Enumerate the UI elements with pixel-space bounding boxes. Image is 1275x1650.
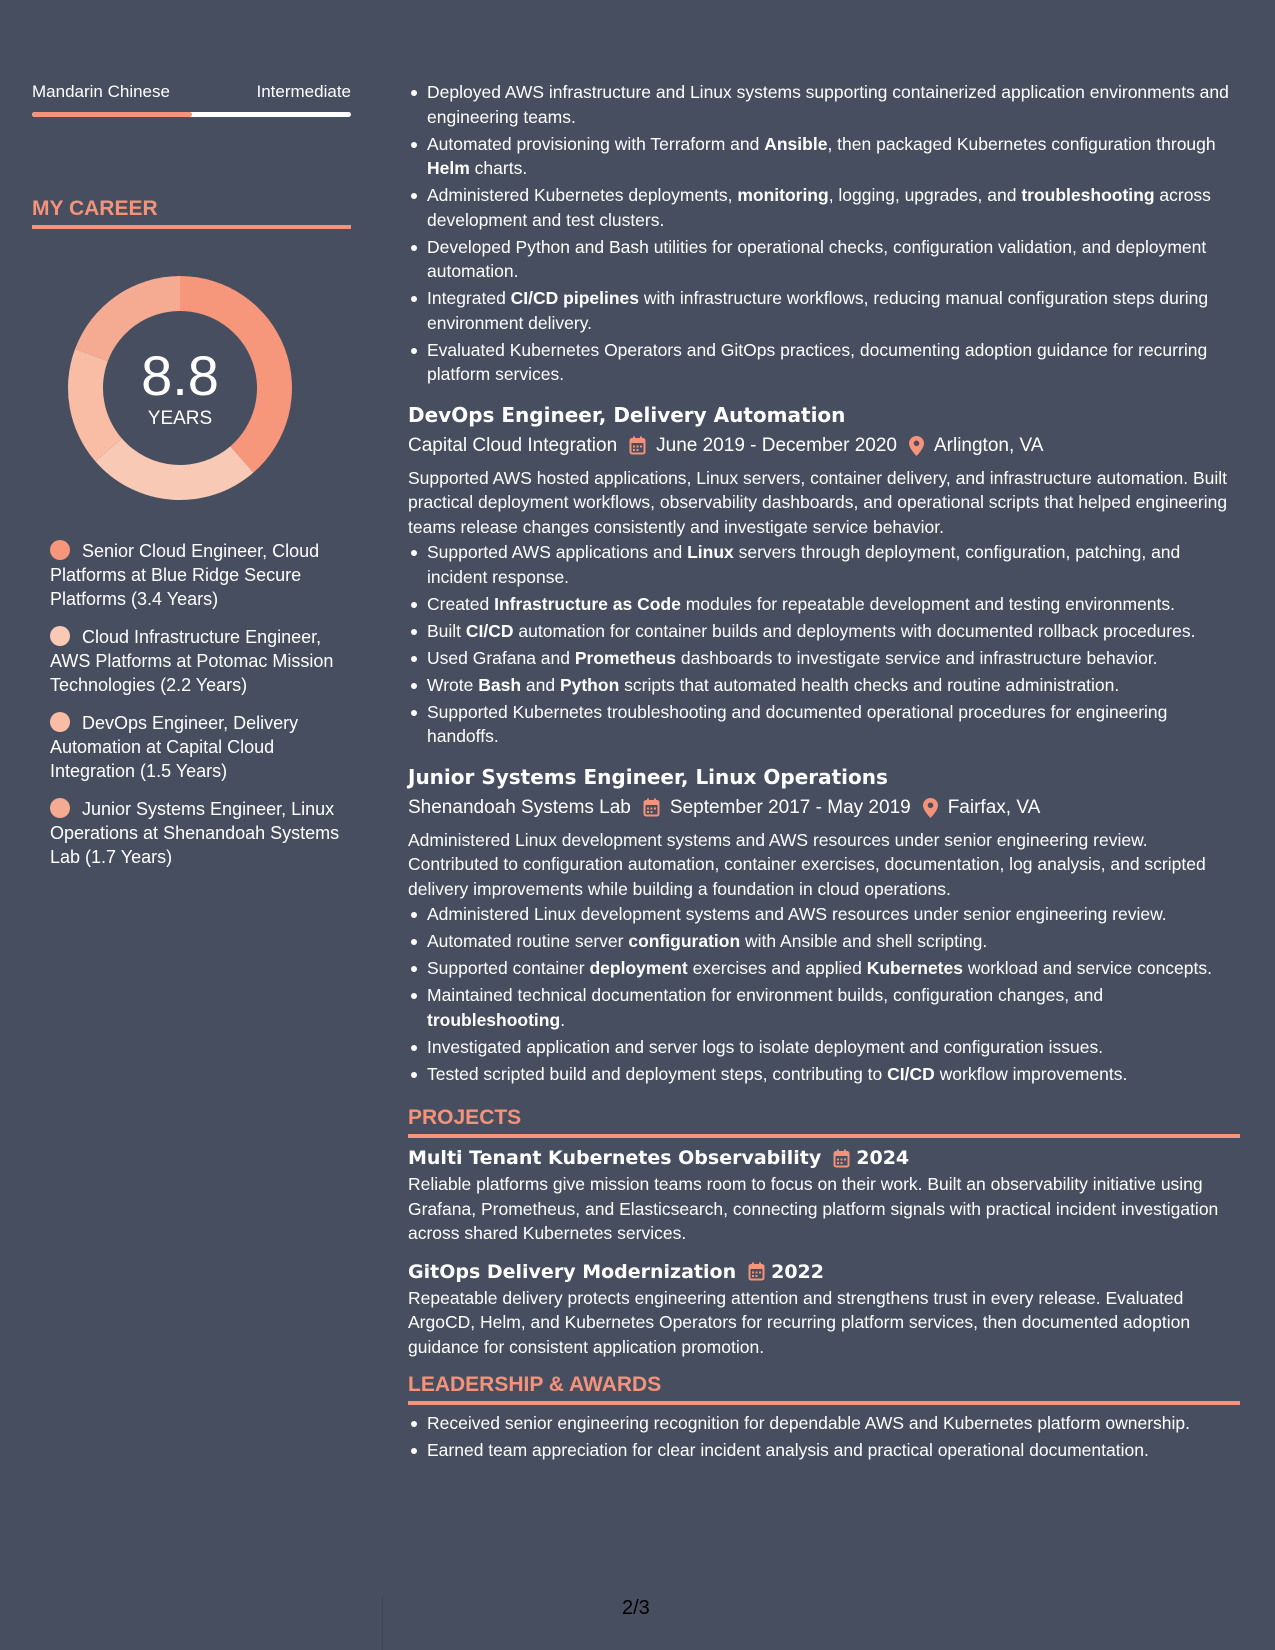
bullet-item [408, 700, 1240, 749]
bullet-item [408, 183, 1240, 232]
bullet-keyword: troubleshooting [1021, 185, 1155, 205]
bullet-text: , logging, upgrades, and [828, 185, 1022, 205]
page-divider [382, 1596, 383, 1650]
bullet-text: Administered Linux development systems and AWS resources under senior engineering review. [427, 904, 1167, 924]
job-company: Capital Cloud Integration [408, 434, 618, 456]
bullet-text: scripts that automated health checks and routine administration. [619, 674, 1120, 695]
bullet-item [408, 80, 1240, 129]
bullet-keyword: CI/CD [465, 620, 514, 641]
bullet-text: Integrated [427, 288, 511, 308]
career-total-value: 8.8 [141, 344, 219, 407]
awards-heading: LEADERSHIP & AWARDS [408, 1371, 1240, 1405]
bullet-text: Developed Python and Bash utilities for operational checks, configuration validation, and deployment automation. [427, 236, 1207, 281]
career-heading: MY CAREER [32, 195, 351, 229]
project-title: Multi Tenant Kubernetes Observability [408, 1147, 822, 1169]
bullet-text: Created [427, 593, 495, 614]
bullet-text: Maintained technical documentation for environment builds, configuration changes, and [427, 985, 1104, 1005]
bullet-item [408, 646, 1240, 671]
calendar-icon [629, 436, 646, 455]
language-name: Mandarin Chinese [32, 82, 170, 101]
award-item: Received senior engineering recognition for dependable AWS and Kubernetes platform ownership. [408, 1411, 1240, 1436]
bullet-keyword: configuration [628, 931, 741, 951]
bullet-item [408, 286, 1240, 335]
job-location: Fairfax, VA [947, 796, 1041, 818]
bullet-text: , then packaged Kubernetes configuration through [827, 133, 1216, 154]
job-company: Shenandoah Systems Lab [408, 796, 631, 818]
bullet-text: Supported AWS applications and [427, 542, 688, 562]
bullet-text: with Ansible and shell scripting. [740, 931, 988, 951]
bullet-keyword: Bash [478, 674, 522, 695]
job-meta [408, 432, 1240, 460]
legend-label: Junior Systems Engineer, Linux Operations at Shenandoah Systems Lab (1.7 Years) [50, 799, 340, 867]
bullet-text: and [521, 674, 560, 695]
project-title-row [408, 1144, 1240, 1172]
career-legend-item [50, 797, 351, 869]
bullet-item [408, 1035, 1240, 1060]
page-number: 2/3 [622, 1597, 650, 1619]
bullet-keyword: Python [559, 674, 620, 695]
bullet-keyword: deployment [589, 958, 688, 978]
career-donut-chart [65, 273, 295, 503]
job-dates: September 2017 - May 2019 [669, 796, 911, 818]
legend-label: Cloud Infrastructure Engineer, AWS Platforms at Potomac Mission Technologies (2.2 Years) [50, 627, 334, 695]
bullet-text: Wrote [427, 674, 479, 695]
bullet-item [408, 540, 1240, 589]
project-year: 2022 [771, 1260, 824, 1283]
awards-list [408, 1411, 1240, 1463]
previous-job-bullets [408, 80, 1240, 387]
project-title-row [408, 1258, 1240, 1286]
bullet-keyword: troubleshooting [427, 1009, 561, 1030]
career-legend [50, 539, 351, 869]
job-location: Arlington, VA [933, 434, 1044, 456]
career-legend-item [50, 625, 351, 697]
calendar-icon [748, 1262, 765, 1281]
job-bullets [408, 902, 1240, 1086]
bullet-keyword: Infrastructure as Code [494, 593, 681, 614]
projects-heading: PROJECTS [408, 1104, 1240, 1138]
bullet-text: Investigated application and server logs to isolate deployment and configuration issues. [427, 1036, 1104, 1057]
bullet-keyword: CI/CD [887, 1063, 935, 1084]
bullet-keyword: Ansible [764, 133, 828, 154]
job-meta [408, 794, 1240, 822]
legend-dot [50, 626, 70, 646]
job-summary: Supported AWS hosted applications, Linux servers, container delivery, and infrastructure automation. Built practical deployment workflows, observability dashboards, and operational scripts that helped engineering teams release changes consistently and investigate service behavior. [408, 467, 1228, 537]
bullet-text: workload and service concepts. [962, 958, 1213, 978]
language-proficiency-bar [32, 112, 351, 117]
bullet-text: workflow improvements. [934, 1063, 1128, 1084]
career-legend-item [50, 711, 351, 783]
main-content [408, 80, 1240, 1465]
experience-list [408, 401, 1240, 1087]
bullet-text: across development and test clusters. [427, 185, 1211, 230]
bullet-text: charts. [469, 158, 528, 178]
location-pin-icon [923, 798, 938, 818]
job-bullets [408, 540, 1240, 749]
project-description: Reliable platforms give mission teams room to focus on their work. Built an observability initiative using Grafana, Prometheus, and Elasticsearch, connecting platform signals with practical incident investigation across shared Kubernetes services. [408, 1174, 1219, 1243]
bullet-text: Deployed AWS infrastructure and Linux systems supporting containerized application environments and engineering teams. [427, 82, 1229, 127]
legend-dot [50, 798, 70, 818]
bullet-text: Supported container [427, 958, 590, 978]
bullet-text: Built [427, 620, 466, 641]
job-dates: June 2019 - December 2020 [656, 434, 897, 456]
job-title: Junior Systems Engineer, Linux Operations [408, 764, 888, 789]
bullet-keyword: CI/CD pipelines [510, 288, 640, 308]
job-summary: Administered Linux development systems and AWS resources under senior engineering review. Contributed to configuration automation, container exercises, documentation, log analysis, and scripted delivery improvements while building a foundation in cloud operations. [408, 829, 1206, 899]
bullet-keyword: Kubernetes [866, 958, 963, 978]
language-row [32, 80, 351, 104]
bullet-text: Used Grafana and [427, 647, 575, 668]
legend-label: DevOps Engineer, Delivery Automation at Capital Cloud Integration (1.5 Years) [50, 713, 299, 781]
job-title: DevOps Engineer, Delivery Automation [408, 402, 846, 427]
calendar-icon [833, 1149, 850, 1168]
career-legend-item [50, 539, 351, 611]
sidebar [32, 80, 351, 883]
bullet-item [408, 673, 1240, 698]
bullet-text: Evaluated Kubernetes Operators and GitOps practices, documenting adoption guidance for recurring platform services. [427, 339, 1208, 384]
bullet-item [408, 132, 1240, 181]
career-total-unit: YEARS [147, 408, 213, 429]
bullet-text: servers through deployment, configuration, patching, and incident response. [427, 542, 1181, 587]
bullet-text: Automated routine server [427, 931, 629, 951]
legend-dot [50, 540, 70, 560]
location-pin-icon [909, 436, 924, 456]
bullet-keyword: Linux [687, 542, 734, 562]
project-year: 2024 [856, 1147, 910, 1169]
project-title: GitOps Delivery Modernization [408, 1260, 737, 1283]
bullet-keyword: Helm [427, 158, 470, 178]
legend-dot [50, 712, 70, 732]
bullet-keyword: monitoring [737, 185, 829, 205]
bullet-text: dashboards to investigate service and infrastructure behavior. [676, 647, 1158, 668]
bullet-item [408, 983, 1240, 1032]
bullet-text: modules for repeatable development and testing environments. [680, 593, 1176, 614]
donut-center [65, 273, 295, 503]
language-proficiency-fill [32, 112, 192, 117]
bullet-item [408, 235, 1240, 284]
bullet-item [408, 956, 1240, 981]
project-description: Repeatable delivery protects engineering attention and strengthens trust in every release. Evaluated ArgoCD, Helm, and Kubernetes Operators for recurring platform services, then documented adoption guidance for consistent application promotion. [408, 1287, 1191, 1357]
bullet-item [408, 338, 1240, 387]
bullet-text: with infrastructure workflows, reducing manual configuration steps during environment delivery. [427, 288, 1209, 333]
bullet-text: exercises and applied [687, 958, 867, 978]
bullet-text: Tested scripted build and deployment steps, contributing to [427, 1063, 888, 1084]
bullet-text: Automated provisioning with Terraform and [427, 133, 765, 154]
language-level: Intermediate [256, 82, 351, 101]
bullet-text: . [560, 1009, 566, 1030]
bullet-item [408, 592, 1240, 617]
calendar-icon [643, 798, 660, 817]
bullet-keyword: Prometheus [574, 647, 677, 668]
bullet-item [408, 929, 1240, 954]
award-item: Earned team appreciation for clear incident analysis and practical operational documentation. [408, 1438, 1240, 1463]
bullet-text: automation for container builds and deployments with documented rollback procedures. [513, 620, 1196, 641]
bullet-item [408, 619, 1240, 644]
bullet-text: Supported Kubernetes troubleshooting and documented operational procedures for engineering handoffs. [427, 701, 1168, 746]
bullet-item [408, 902, 1240, 927]
projects-list [408, 1144, 1240, 1359]
legend-label: Senior Cloud Engineer, Cloud Platforms at Blue Ridge Secure Platforms (3.4 Years) [50, 541, 320, 609]
bullet-item [408, 1062, 1240, 1087]
bullet-text: Administered Kubernetes deployments, [427, 185, 738, 205]
